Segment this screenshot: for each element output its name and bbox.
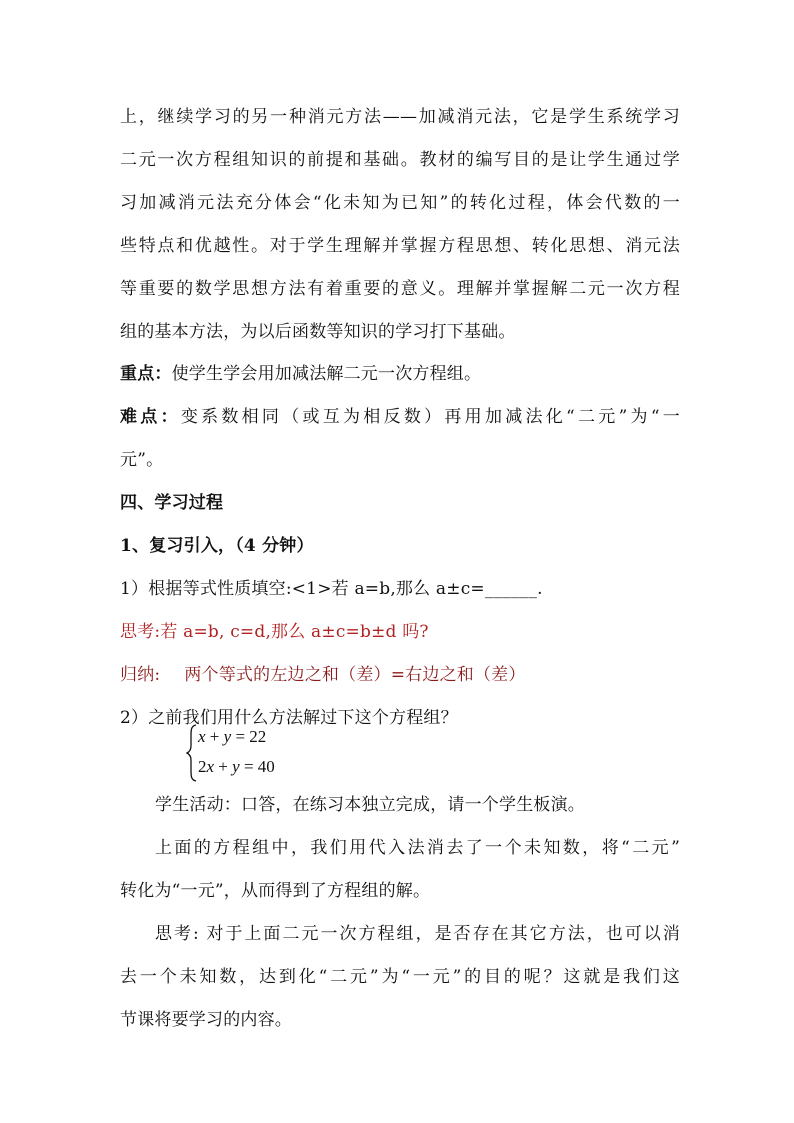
intro-paragraph-line-5: 等重要的数学思想方法有着重要的意义。理解并掌握解二元一次方程 <box>120 279 680 299</box>
intro-paragraph-line-6: 组的基本方法，为以后函数等知识的学习打下基础。 <box>120 322 516 342</box>
difficulty-label: 难点： <box>120 407 181 427</box>
eq2-x: x <box>206 757 215 776</box>
equation-2 <box>198 757 275 777</box>
difficulty-point-line-2: 元”。 <box>120 450 164 470</box>
difficulty-text-1: 变系数相同（或互为相反数）再用加减法化“二元”为“一 <box>180 407 680 427</box>
intro-paragraph-line-1: 上，继续学习的另一种消元方法——加减消元法，它是学生系统学习 <box>120 107 680 127</box>
explanation-line-2: 转化为“一元”，从而得到了方程组的解。 <box>120 881 431 901</box>
section-title: 四、学习过程 <box>120 493 224 513</box>
eq2-y: y <box>232 757 240 776</box>
equation-1 <box>198 727 266 747</box>
eq1-y: y <box>223 727 232 746</box>
intro-paragraph-line-3: 习加减消元法充分体会“化未知为已知”的转化过程，体会代数的一 <box>120 193 680 213</box>
focus-label: 重点： <box>120 364 172 384</box>
subsection-title: 1、复习引入，（4 分钟） <box>120 536 314 556</box>
difficulty-point-line-1 <box>120 406 680 428</box>
eq1-plus: + <box>205 727 224 746</box>
eq2-plus: + <box>214 757 233 776</box>
review-question-2: 2）之前我们用什么方法解过下这个方程组？ <box>120 708 458 728</box>
review-think-question: 思考:若 a=b, c=d,那么 a±c=b±d 吗? <box>120 622 429 642</box>
focus-text: 使学生学会用加减法解二元一次方程组。 <box>171 364 482 384</box>
left-brace-icon <box>186 724 198 782</box>
summary-text: 两个等式的左边之和（差）=右边之和（差） <box>184 665 526 685</box>
eq2-result: = 40 <box>239 757 275 776</box>
think-paragraph-line-1: 思考: 对于上面二元一次方程组，是否存在其它方法，也可以消 <box>155 924 680 944</box>
review-question-1: 1）根据等式性质填空:<1>若 a=b,那么 a±c=______. <box>120 579 543 599</box>
intro-paragraph-line-4: 些特点和优越性。对于学生理解并掌握方程思想、转化思想、消元法 <box>120 236 680 256</box>
student-activity: 学生活动：口答，在练习本独立完成，请一个学生板演。 <box>155 795 585 815</box>
intro-paragraph-line-2: 二元一次方程组知识的前提和基础。教材的编写目的是让学生通过学 <box>120 150 680 170</box>
review-summary <box>120 664 680 686</box>
eq1-result: = 22 <box>231 727 267 746</box>
eq2-coef: 2 <box>198 757 207 776</box>
eq1-x: x <box>198 727 206 746</box>
summary-label: 归纳: <box>120 665 161 685</box>
think-paragraph-line-3: 节课将要学习的内容。 <box>120 1010 292 1030</box>
explanation-line-1: 上面的方程组中，我们用代入法消去了一个未知数，将“二元” <box>155 838 680 858</box>
think-paragraph-line-2: 去一个未知数，达到化“二元”为“一元”的目的呢？这就是我们这 <box>120 967 680 987</box>
equation-system <box>186 724 316 782</box>
focus-point <box>120 363 680 385</box>
